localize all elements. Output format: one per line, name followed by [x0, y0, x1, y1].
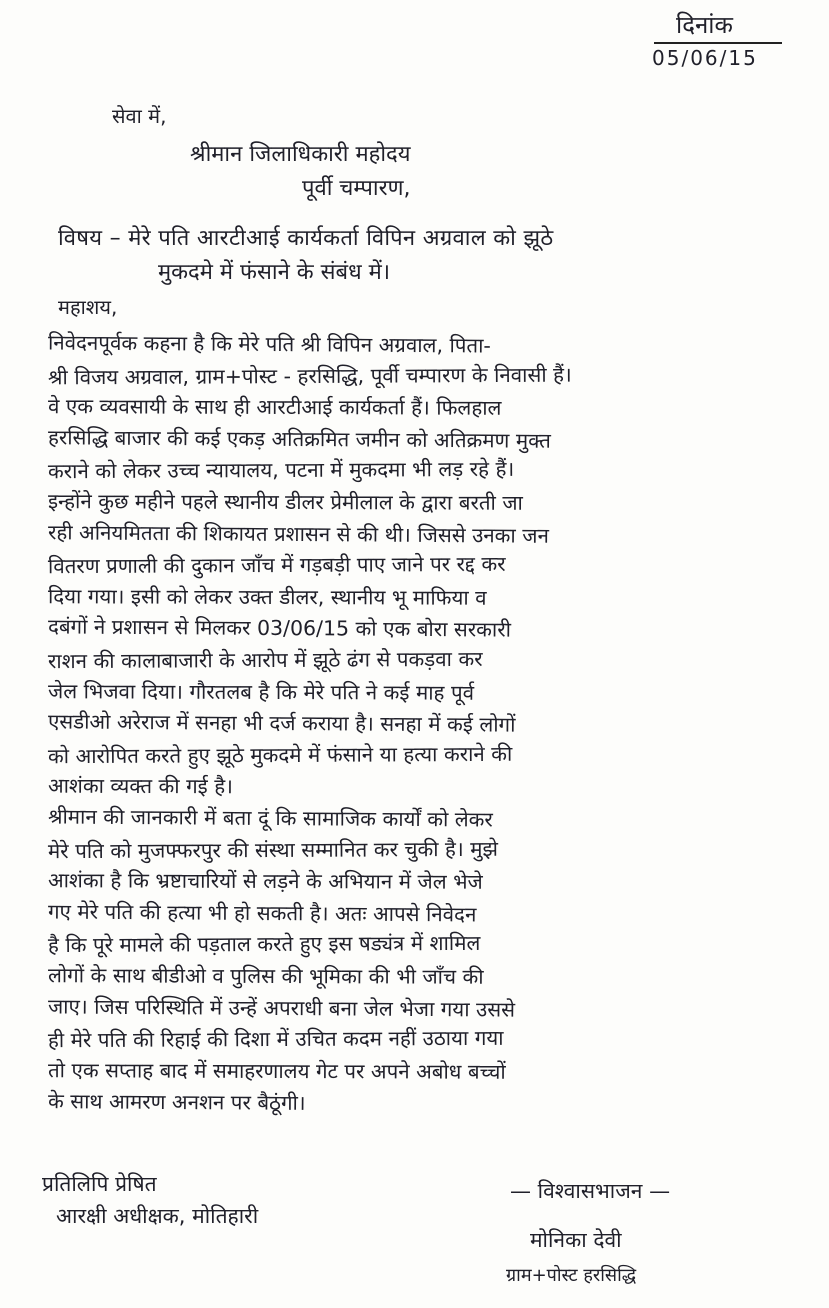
body-line: जाए। जिस परिस्थिति में उन्हें अपराधी बना जेल भेजा गया उससे — [47, 993, 516, 1022]
body-line: दिया गया। इसी को लेकर उक्त डीलर, स्थानीय भू माफिया व — [47, 584, 487, 610]
signature-place: ग्राम+पोस्ट हरसिद्धि — [506, 1265, 637, 1286]
body-line: रही अनियमितता की शिकायत प्रशासन से की थी। जिससे उनका जन — [47, 519, 549, 548]
body-line: श्रीमान की जानकारी में बता दूं कि सामाजिक कार्यों को लेकर — [47, 804, 493, 832]
body-line: है कि पूरे मामले की पड़ताल करते हुए इस षड्यंत्र में शामिल — [47, 931, 481, 958]
body-line: निवेदनपूर्वक कहना है कि मेरे पति श्री विपिन अग्रवाल, पिता- — [47, 330, 491, 358]
body-line: दबंगों ने प्रशासन से मिलकर 03/06/15 को एक बोरा सरकारी — [47, 614, 512, 643]
body-line: राशन की कालाबाजारी के आरोप में झूठे ढंग से पकड़वा कर — [47, 646, 483, 674]
date-value: 05/06/15 — [652, 46, 758, 70]
body-line: गए मेरे पति की हत्या भी हो सकती है। अतः आपसे निवेदन — [47, 899, 477, 927]
copy-to-recipient: आरक्षी अधीक्षक, मोतिहारी — [56, 1204, 259, 1228]
body-line: के साथ आमरण अनशन पर बैठूंगी। — [47, 1089, 306, 1116]
body-line: हरसिद्धि बाजार की कई एकड़ अतिक्रमित जमीन को अतिक्रमण मुक्त — [47, 425, 551, 453]
body-line: आशंका व्यक्त की गई है। — [47, 774, 233, 799]
date-divider — [654, 42, 782, 44]
body-line: आशंका है कि भ्रष्टाचारियों से लड़ने के अभियान में जेल भेजे — [47, 868, 483, 894]
body-line: वे एक व्यवसायी के साथ ही आरटीआई कार्यकर्ता हैं। फिलहाल — [47, 394, 502, 420]
body-line: इन्होंने कुछ महीने पहले स्थानीय डीलर प्रेमीलाल के द्वारा बरती जा — [47, 489, 523, 515]
body-line: को आरोपित करते हुए झूठे मुकदमे में फंसाने या हत्या कराने की — [47, 741, 513, 769]
body-line: एसडीओ अरेराज में सनहा भी दर्ज कराया है। सनहा में कई लोगों — [47, 709, 516, 737]
body-line: लोगों के साथ बीडीओ व पुलिस की भूमिका की भी जाँच की — [47, 963, 484, 989]
subject-line-2: मुकदमे में फंसाने के संबंध में। — [158, 260, 391, 285]
subject-line-1: विषय – मेरे पति आरटीआई कार्यकर्ता विपिन अग्रवाल को झूठे — [58, 226, 554, 251]
body-line: तो एक सप्ताह बाद में समाहरणालय गेट पर अपने अबोध बच्चों — [47, 1057, 506, 1084]
address-salutation: सेवा में, — [112, 104, 167, 128]
body-line: ही मेरे पति की रिहाई की दिशा में उचित कदम नहीं उठाया गया — [47, 1025, 504, 1053]
copy-to-label: प्रतिलिपि प्रेषित — [42, 1172, 157, 1196]
body-line: श्री विजय अग्रवाल, ग्राम+पोस्ट - हरसिद्धि, पूर्वी चम्पारण के निवासी हैं। — [47, 362, 572, 389]
date-label: दिनांक — [676, 11, 733, 39]
body-line: वितरण प्रणाली की दुकान जाँच में गड़बड़ी पाए जाने पर रद्द कर — [47, 551, 506, 579]
signature-closing: — विश्वासभाजन — — [510, 1179, 671, 1203]
signature-name: मोनिका देवी — [530, 1228, 622, 1252]
body-line: कराने को लेकर उच्च न्यायालय, पटना में मुकदमा भी लड़ रहे हैं। — [47, 457, 515, 484]
addressee-line-2: पूर्वी चम्पारण, — [302, 176, 411, 201]
body-line: जेल भिजवा दिया। गौरतलब है कि मेरे पति ने कई माह पूर्व — [47, 678, 475, 705]
greeting: महाशय, — [58, 295, 118, 319]
body-line: मेरे पति को मुजफ्फरपुर की संस्था सम्मानित कर चुकी है। मुझे — [47, 836, 499, 863]
addressee-line-1: श्रीमान जिलाधिकारी महोदय — [190, 142, 411, 167]
